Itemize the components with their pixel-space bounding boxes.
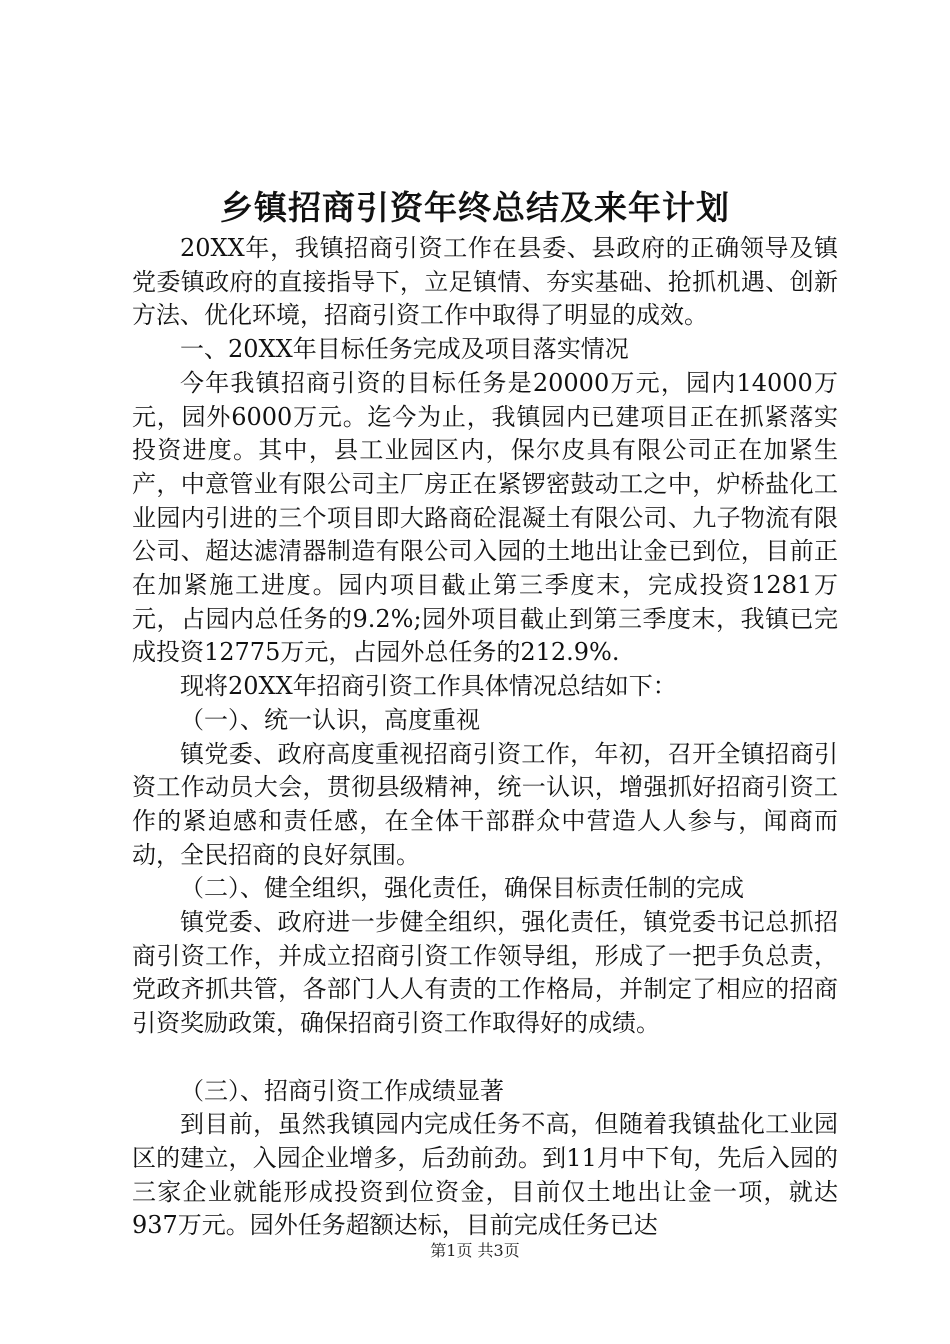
paragraph-subsection-2: 镇党委、政府进一步健全组织，强化责任，镇党委书记总抓招商引资工作，并成立招商引资工作领导组，形成了一把手负总责，党政齐抓共管，各部门人人有责的工作格局，并制定了相应的招商引资奖励政策，确保招商引资工作取得好的成绩。	[132, 908, 838, 1038]
heading-subsection-1: （一）、统一认识，高度重视	[180, 705, 480, 734]
paragraph-intro: 20XX年，我镇招商引资工作在县委、县政府的正确领导及镇党委镇政府的直接指导下，立足镇情、夯实基础、抢抓机遇、创新方法、优化环境，招商引资工作中取得了明显的成效。	[132, 234, 838, 330]
heading-subsection-3: （三）、招商引资工作成绩显著	[180, 1076, 504, 1105]
paragraph-targets: 今年我镇招商引资的目标任务是20000万元，园内14000万元，园外6000万元。迄今为止，我镇园内已建项目正在抓紧落实投资进度。其中，县工业园区内，保尔皮具有限公司正在加紧生产，中意管业有限公司主厂房正在紧锣密鼓动工之中，炉桥盐化工业园内引进的三个项目即大路商砼混凝土有限公司、九子物流有限公司、超达滤清器制造有限公司入园的土地出让金已到位，目前正在加紧施工进度。园内项目截止第三季度末，完成投资1281万元，占园内总任务的9.2%;园外项目截止到第三季度末，我镇已完成投资12775万元，占园外总任务的212.9%.	[132, 368, 838, 667]
page-number-footer: 第1页 共3页	[430, 1241, 520, 1260]
heading-section-1: 一、20XX年目标任务完成及项目落实情况	[180, 335, 629, 364]
paragraph-summary-lead: 现将20XX年招商引资工作具体情况总结如下：	[180, 672, 677, 701]
paragraph-subsection-3: 到目前，虽然我镇园内完成任务不高，但随着我镇盐化工业园区的建立，入园企业增多，后劲前劲。到11月中下旬，先后入园的三家企业就能形成投资到位资金，目前仅土地出让金一项，就达937万元。园外任务超额达标，目前完成任务已达	[132, 1110, 838, 1240]
heading-subsection-2: （二）、健全组织，强化责任，确保目标责任制的完成	[180, 874, 744, 903]
document-title: 乡镇招商引资年终总结及来年计划	[220, 188, 730, 227]
paragraph-subsection-1: 镇党委、政府高度重视招商引资工作，年初，召开全镇招商引资工作动员大会，贯彻县级精神，统一认识，增强抓好招商引资工作的紧迫感和责任感，在全体干部群众中营造人人参与，闻商而动，全民招商的良好氛围。	[132, 739, 838, 869]
document-body	[132, 232, 838, 1243]
